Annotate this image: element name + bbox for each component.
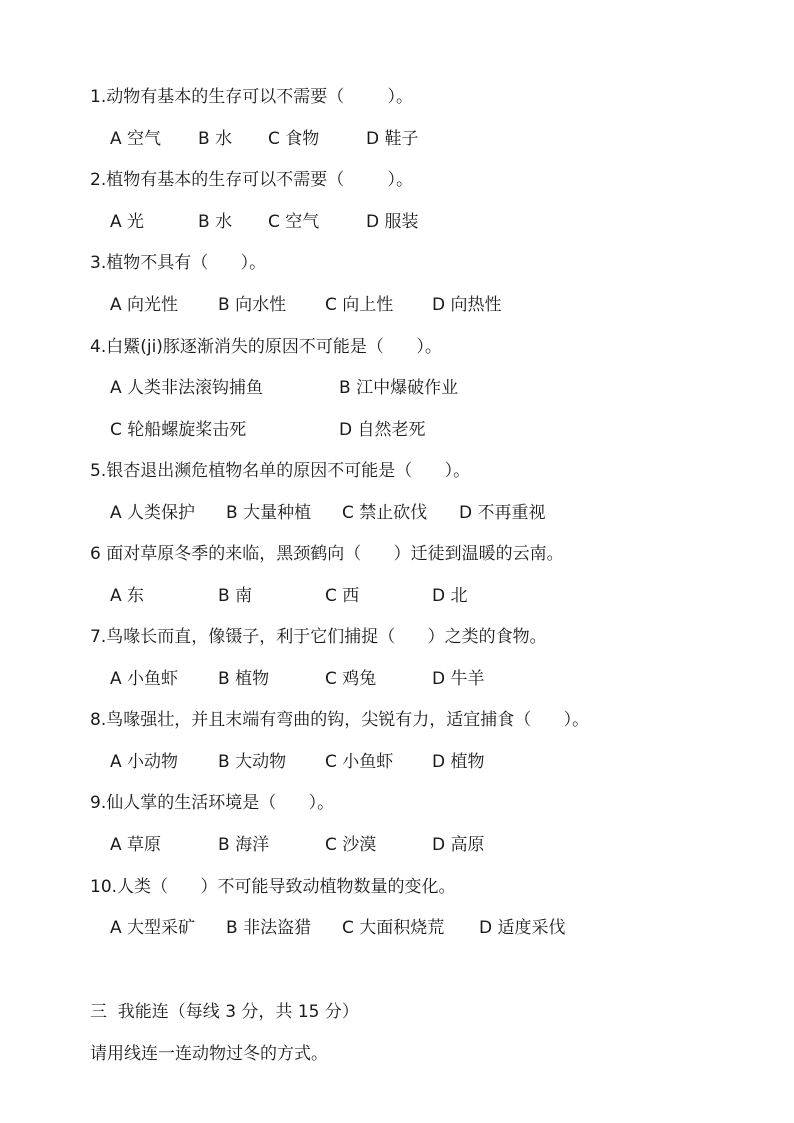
q10-option-a: A 大型采矿 (110, 918, 196, 938)
q9-option-b: B 海洋 (218, 835, 270, 855)
q6-option-a: A 东 (110, 586, 145, 606)
q9-option-a: A 草原 (110, 835, 162, 855)
q4-option-d: D 自然老死 (339, 420, 426, 440)
q6-option-b: B 南 (218, 586, 253, 606)
q3-option-b: B 向水性 (218, 295, 287, 315)
q5-option-b: B 大量种植 (226, 503, 312, 523)
question-10: 10.人类（ ）不可能导致动植物数量的变化。 (90, 877, 456, 897)
q3-option-d: D 向热性 (432, 295, 502, 315)
question-8: 8.鸟喙强壮，并且末端有弯曲的钩，尖锐有力，适宜捕食（ ）。 (90, 710, 590, 730)
q4-option-b: B 江中爆破作业 (339, 378, 459, 398)
q7-option-a: A 小鱼虾 (110, 669, 179, 689)
q1-option-d: D 鞋子 (366, 129, 419, 149)
q7-option-d: D 牛羊 (432, 669, 485, 689)
q9-option-d: D 高原 (432, 835, 485, 855)
q8-option-b: B 大动物 (218, 752, 287, 772)
q8-option-d: D 植物 (432, 752, 485, 772)
question-5: 5.银杏退出濒危植物名单的原因不可能是（ ）。 (90, 461, 471, 481)
q5-option-d: D 不再重视 (459, 503, 546, 523)
q3-option-a: A 向光性 (110, 295, 179, 315)
q1-option-c: C 食物 (268, 129, 320, 149)
q4-option-c: C 轮船螺旋桨击死 (110, 420, 247, 440)
section-instruction: 请用线连一连动物过冬的方式。 (90, 1044, 328, 1064)
q6-option-c: C 西 (325, 586, 360, 606)
q4-option-a: A 人类非法滚钩捕鱼 (110, 378, 264, 398)
question-3: 3.植物不具有（ ）。 (90, 253, 267, 273)
q5-option-a: A 人类保护 (110, 503, 196, 523)
q10-option-d: D 适度采伐 (479, 918, 566, 938)
q7-option-c: C 鸡兔 (325, 669, 377, 689)
question-7: 7.鸟喙长而直，像镊子，利于它们捕捉（ ）之类的食物。 (90, 627, 547, 647)
question-4: 4.白鱀(ji)豚逐渐消失的原因不可能是（ ）。 (90, 337, 442, 357)
question-1: 1.动物有基本的生存可以不需要（ ）。 (90, 87, 413, 107)
section-heading: 三 我能连（每线 3 分，共 15 分） (90, 1002, 359, 1022)
q2-option-c: C 空气 (268, 212, 320, 232)
question-6: 6 面对草原冬季的来临，黑颈鹤向（ ）迁徒到温暖的云南。 (90, 544, 564, 564)
question-9: 9.仙人掌的生活环境是（ ）。 (90, 793, 335, 813)
q7-option-b: B 植物 (218, 669, 270, 689)
q1-option-a: A 空气 (110, 129, 162, 149)
q2-option-a: A 光 (110, 212, 145, 232)
question-2: 2.植物有基本的生存可以不需要（ ）。 (90, 170, 413, 190)
q2-option-b: B 水 (198, 212, 233, 232)
q5-option-c: C 禁止砍伐 (342, 503, 428, 523)
q6-option-d: D 北 (432, 586, 468, 606)
q10-option-c: C 大面积烧荒 (342, 918, 445, 938)
q3-option-c: C 向上性 (325, 295, 394, 315)
q10-option-b: B 非法盗猎 (226, 918, 312, 938)
q1-option-b: B 水 (198, 129, 233, 149)
q8-option-c: C 小鱼虾 (325, 752, 394, 772)
q8-option-a: A 小动物 (110, 752, 179, 772)
q9-option-c: C 沙漠 (325, 835, 377, 855)
q2-option-d: D 服装 (366, 212, 419, 232)
